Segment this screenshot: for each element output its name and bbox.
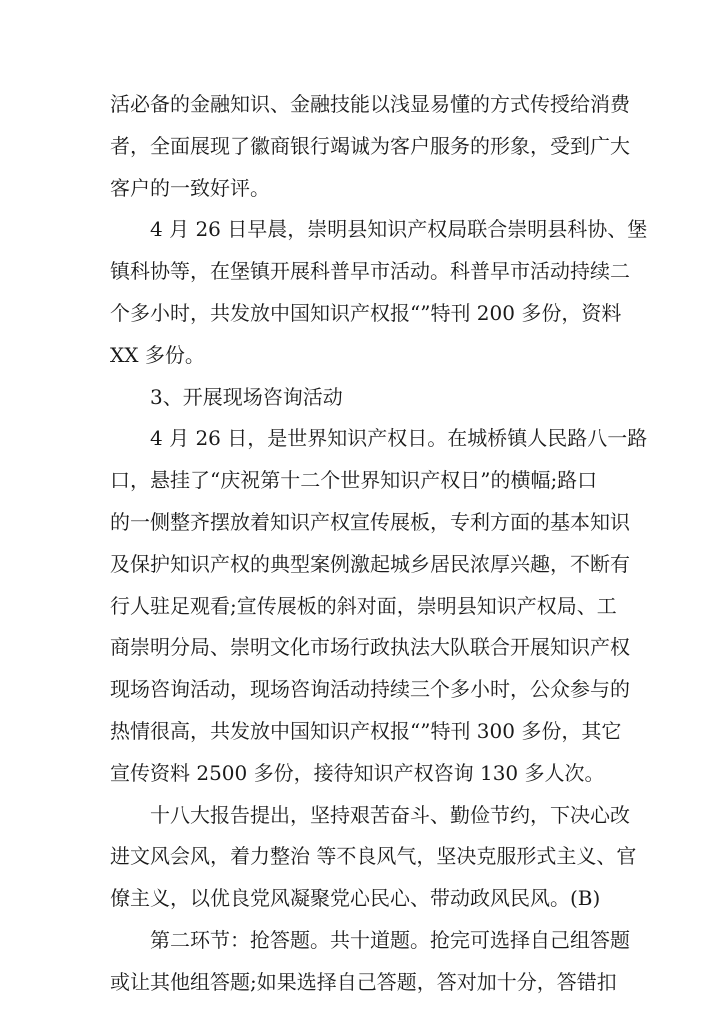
text-line: 及保护知识产权的典型案例激起城乡居民浓厚兴趣，不断有 [110, 551, 630, 576]
text-line: 客户的一致好评。 [110, 175, 270, 200]
text-line: 进文风会风，着力整治 等不良风气，坚决克服形式主义、官 [110, 844, 637, 869]
text-line: 镇科协等，在堡镇开展科普早市活动。科普早市活动持续二 [110, 259, 630, 284]
text-line: 4 月 26 日早晨，崇明县知识产权局联合崇明县科协、堡 [150, 217, 648, 242]
text-line: 者，全面展现了徽商银行竭诚为客户服务的形象，受到广大 [110, 133, 630, 158]
text-line: 或让其他组答题;如果选择自己答题，答对加十分，答错扣 [110, 969, 617, 994]
text-line: 个多小时，共发放中国知识产权报“”特刊 200 多份，资料 [110, 300, 622, 325]
text-line: 十八大报告提出，坚持艰苦奋斗、勤俭节约，下决心改 [150, 802, 630, 827]
text-line: 行人驻足观看;宣传展板的斜对面，崇明县知识产权局、工 [110, 593, 617, 618]
text-line: 宣传资料 2500 多份，接待知识产权咨询 130 多人次。 [110, 760, 605, 785]
text-line: 僚主义，以优良党风凝聚党心民心、带动政风民风。(B) [110, 886, 601, 911]
text-line: 的一侧整齐摆放着知识产权宣传展板，专利方面的基本知识 [110, 509, 630, 534]
text-line: 3、开展现场咨询活动 [150, 384, 343, 409]
text-line: 第二环节：抢答题。共十道题。抢完可选择自己组答题 [150, 927, 630, 952]
text-line: 现场咨询活动，现场咨询活动持续三个多小时，公众参与的 [110, 677, 630, 702]
document-body [110, 84, 648, 1004]
text-line: 口，悬挂了“庆祝第十二个世界知识产权日”的横幅;路口 [110, 468, 598, 493]
text-line: 活必备的金融知识、金融技能以浅显易懂的方式传授给消费 [110, 92, 630, 116]
text-line: 商崇明分局、崇明文化市场行政执法大队联合开展知识产权 [110, 635, 630, 660]
text-line: XX 多份。 [110, 342, 205, 367]
text-line: 热情很高，共发放中国知识产权报“”特刊 300 多份，其它 [110, 718, 622, 743]
text-line: 4 月 26 日，是世界知识产权日。在城桥镇人民路八一路 [150, 426, 648, 451]
